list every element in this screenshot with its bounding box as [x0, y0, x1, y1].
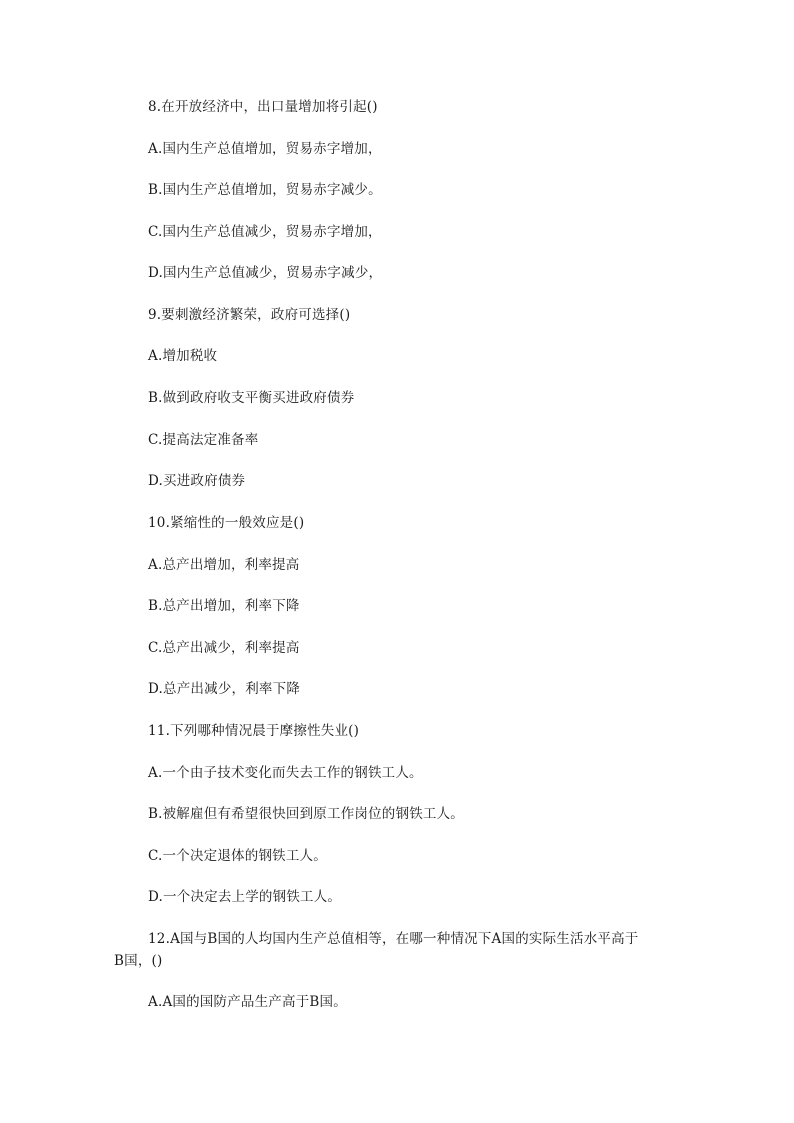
question-10-option-c: C.总产出减少，利率提高	[148, 640, 300, 656]
question-9-option-a: A.增加税收	[148, 348, 218, 364]
question-12-option-a: A.A国的国防产品生产高于B国。	[148, 994, 347, 1010]
question-9-stem: 9.要刺激经济繁荣，政府可选择()	[148, 307, 351, 323]
question-10-option-a: A.总产出增加，利率提高	[148, 557, 300, 573]
question-10-stem: 10.紧缩性的一般效应是()	[148, 515, 305, 531]
question-8-option-a: A.国内生产总值增加，贸易赤字增加，	[148, 141, 382, 157]
question-11-option-c: C.一个决定退体的钢铁工人。	[148, 848, 327, 864]
question-10-option-b: B.总产出增加，利率下降	[148, 598, 300, 614]
question-8-option-d: D.国内生产总值减少，贸易赤字减少，	[148, 265, 383, 281]
question-11-option-d: D.一个决定去上学的钢铁工人。	[148, 889, 342, 905]
question-8-option-b: B.国内生产总值增加，贸易赤字减少。	[148, 182, 382, 198]
question-9-option-b: B.做到政府收支平衡买进政府债券	[148, 390, 355, 406]
question-11-stem: 11.下列哪种情况晨于摩擦性失业()	[148, 723, 360, 739]
question-8-stem: 8.在开放经济中，出口量增加将引起()	[148, 99, 378, 115]
question-9-option-c: C.提高法定准备率	[148, 432, 259, 448]
question-10-option-d: D.总产出减少，利率下降	[148, 681, 301, 697]
question-8-option-c: C.国内生产总值减少，贸易赤字增加，	[148, 224, 382, 240]
question-11-option-a: A.一个由子技术变化而失去工作的钢铁工人。	[148, 765, 423, 781]
question-12-stem: 12.A国与B国的人均国内生产总值相等，在哪一种情况下A国的实际生活水平高于B国，()	[114, 931, 639, 969]
question-11-option-b: B.被解雇但有希望很快回到原工作岗位的钢铁工人。	[148, 806, 465, 822]
question-9-option-d: D.买进政府债券	[148, 473, 246, 489]
